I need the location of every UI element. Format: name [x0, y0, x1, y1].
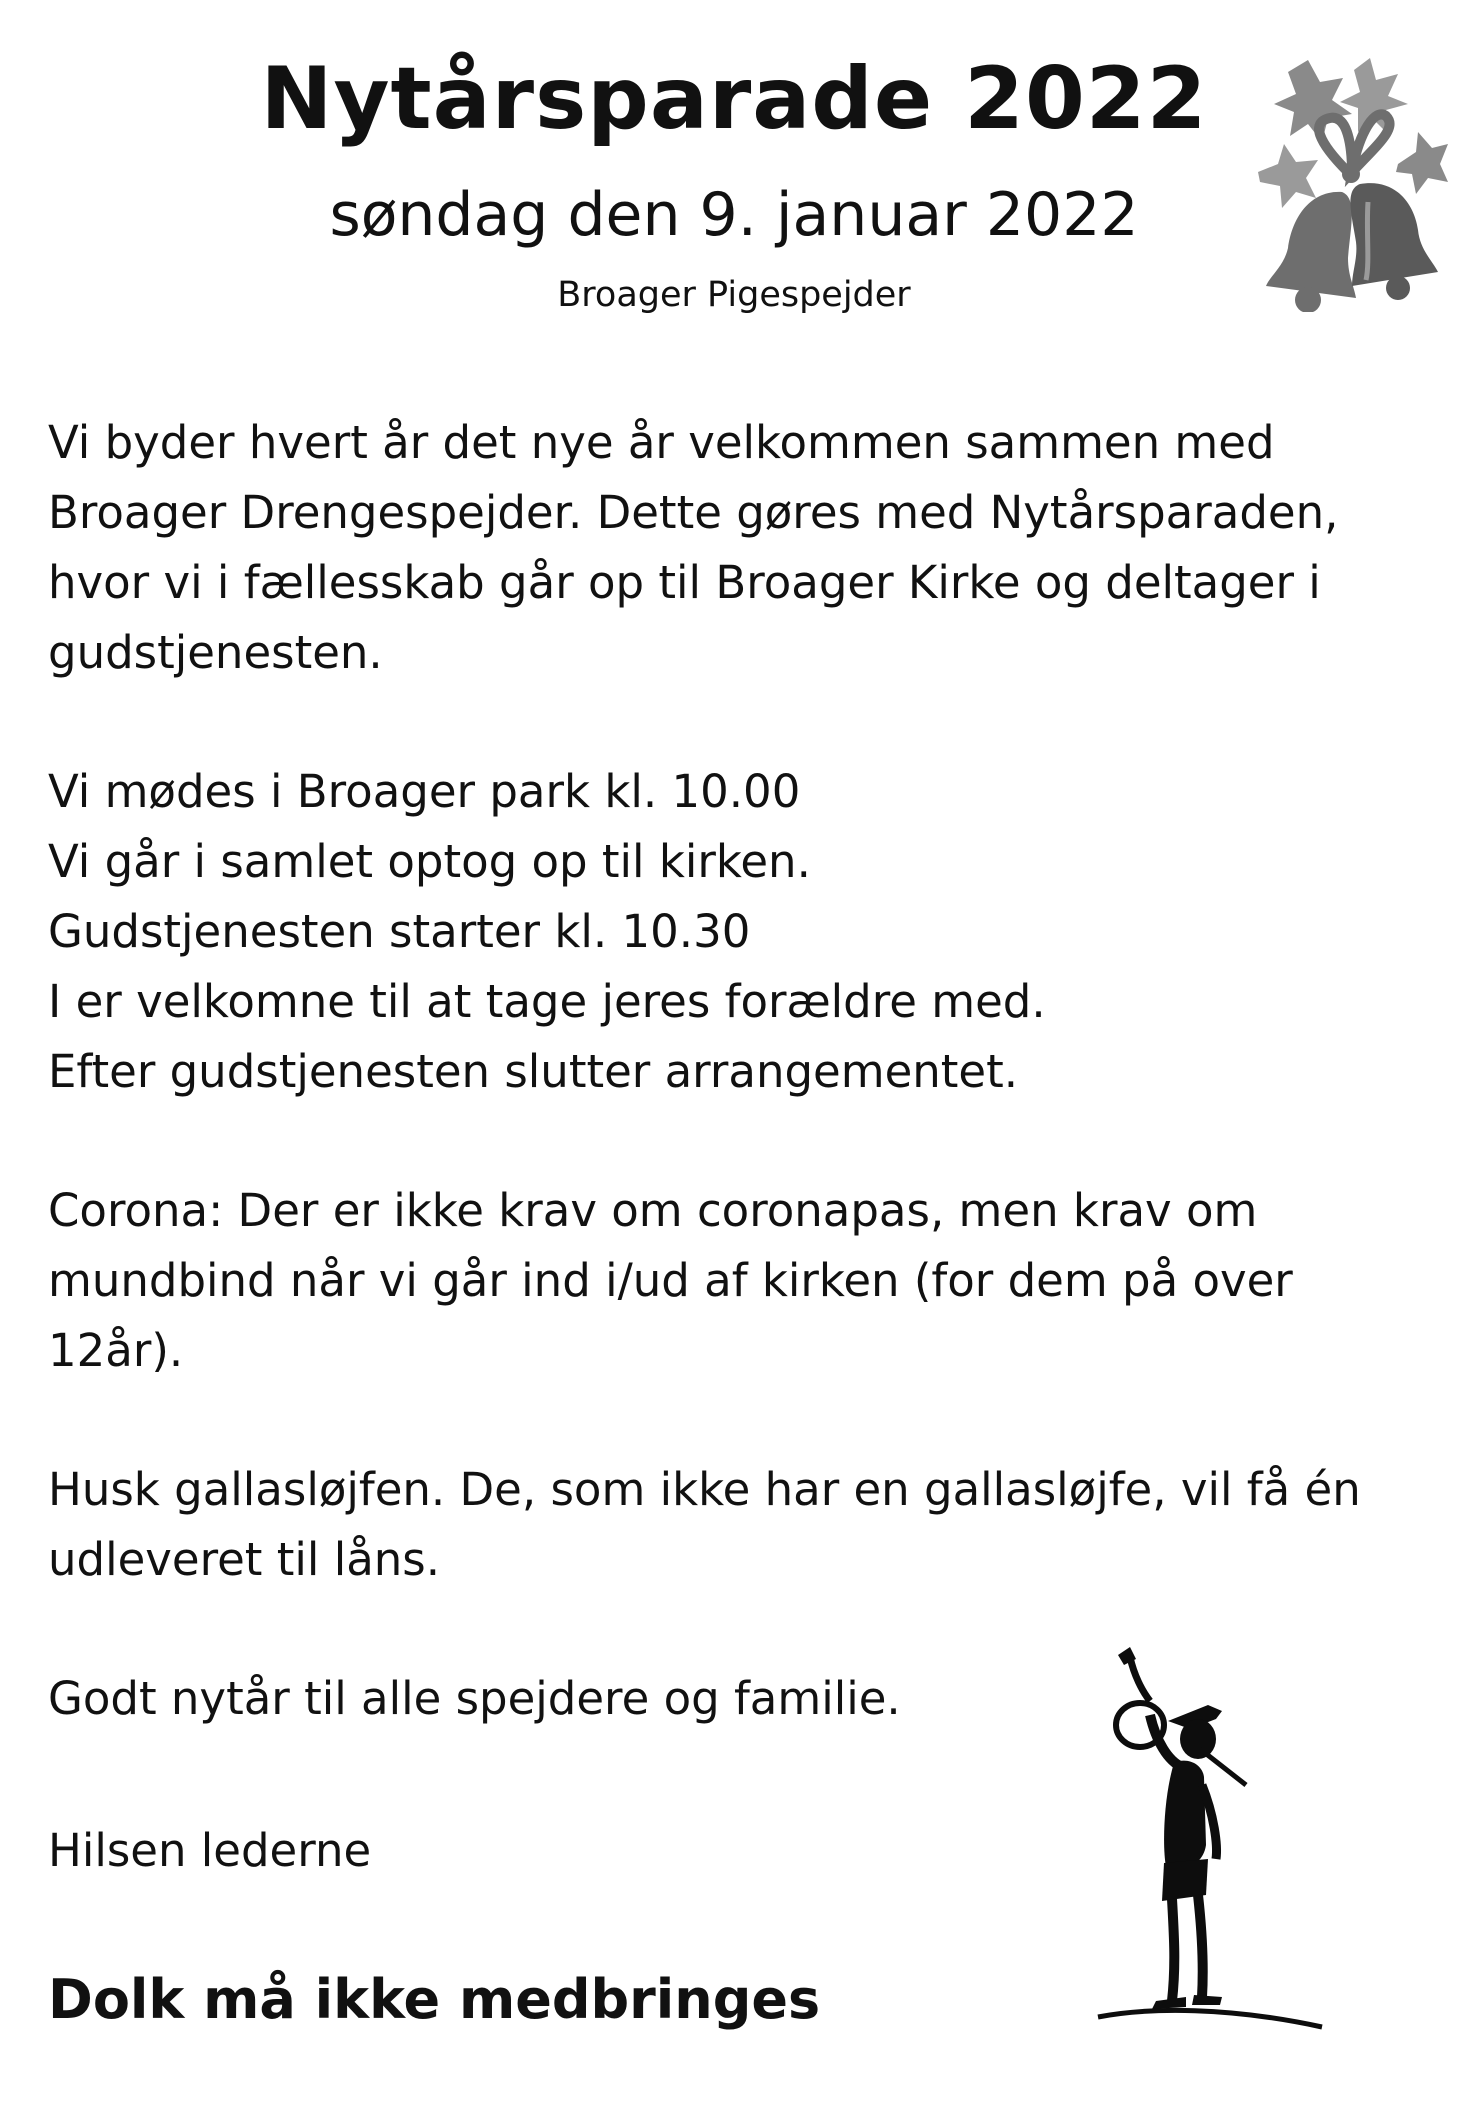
intro-paragraph: [48, 408, 1338, 688]
organization-name: Broager Pigespejder: [557, 275, 911, 315]
husk-line: udleveret til låns.: [48, 1533, 441, 1586]
bugler-scout-silhouette-icon: [1090, 1645, 1330, 2045]
event-date: søndag den 9. januar 2022: [329, 180, 1139, 250]
schedule-line: Efter gudstjenesten slutter arrangementet.: [48, 1045, 1019, 1098]
husk-line: Husk gallasløjfen. De, som ikke har en gallasløjfe, vil få én: [48, 1463, 1361, 1516]
intro-line: Broager Drengespejder. Dette gøres med Nytårsparaden,: [48, 486, 1339, 539]
corona-line: 12år).: [48, 1324, 184, 1377]
schedule-line: Gudstjenesten starter kl. 10.30: [48, 905, 751, 958]
schedule-line: I er velkomne til at tage jeres forældre med.: [48, 975, 1046, 1028]
knife-warning: Dolk må ikke medbringes: [48, 1968, 821, 2031]
page-title: Nytårsparade 2022: [260, 49, 1208, 149]
corona-line: Corona: Der er ikke krav om coronapas, men krav om: [48, 1184, 1258, 1237]
intro-line: Vi byder hvert år det nye år velkommen sammen med: [48, 416, 1275, 469]
corona-paragraph: [48, 1176, 1293, 1386]
signoff-text: Hilsen lederne: [48, 1824, 372, 1877]
schedule-line: Vi mødes i Broager park kl. 10.00: [48, 765, 801, 818]
corona-line: mundbind når vi går ind i/ud af kirken (for dem på over: [48, 1254, 1293, 1307]
schedule-paragraph: [48, 757, 1046, 1107]
intro-line: gudstjenesten.: [48, 626, 383, 679]
christmas-bells-icon: [1248, 52, 1448, 312]
greeting-text: Godt nytår til alle spejdere og familie.: [48, 1672, 901, 1725]
intro-line: hvor vi i fællesskab går op til Broager Kirke og deltager i: [48, 556, 1321, 609]
schedule-line: Vi går i samlet optog op til kirken.: [48, 835, 811, 888]
gallasloejfe-paragraph: [48, 1455, 1361, 1595]
